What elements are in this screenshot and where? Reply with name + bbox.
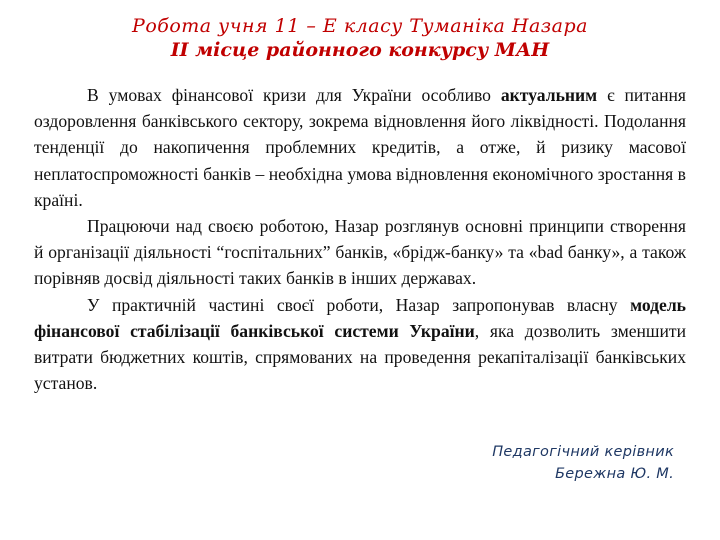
title-block <box>0 14 720 62</box>
paragraph-1-text-end: є питання оздоровлення банківського сектору, зокрема відновлення його ліквідності. Подолання тенденції до накопичення проблемних кредитів, а отже, й ризику масової неплатоспроможності банків – необхідна умова відновлення економічного зростання в країні. <box>34 85 686 210</box>
paragraph-3-bold: модель фінансової стабілізації банківської системи України <box>34 294 686 341</box>
paragraph-1-text-start: В умовах фінансової кризи для України особливо <box>87 85 501 105</box>
page-title: Робота учня 11 – Е класу Туманіка Назара <box>132 15 588 37</box>
supervisor-name: Бережна Ю. М. <box>555 466 674 482</box>
paragraph-1-bold: актуальним <box>500 85 598 105</box>
paragraph-3 <box>34 292 686 397</box>
page-subtitle: ІІ місце районного конкурсу МАН <box>170 39 550 61</box>
paragraph-3-text-end: , яка дозволить зменшити витрати бюджетних коштів, спрямованих на проведення рекапіталізації банківських установ. <box>34 320 686 394</box>
paragraph-1 <box>34 82 686 213</box>
body-text <box>34 82 686 396</box>
supervisor-role: Педагогічний керівник <box>492 444 674 460</box>
paragraph-3-text-start: У практичній частині своєї роботи, Назар запропонував власну <box>87 294 631 315</box>
supervisor-block <box>492 441 674 485</box>
paragraph-2: Працюючи над своєю роботою, Назар розглянув основні принципи створення й організації діяльності “госпітальних” банків, «брідж-банку» та «bad банку», а також порівняв досвід діяльності таких банків в інших державах. <box>34 216 686 289</box>
